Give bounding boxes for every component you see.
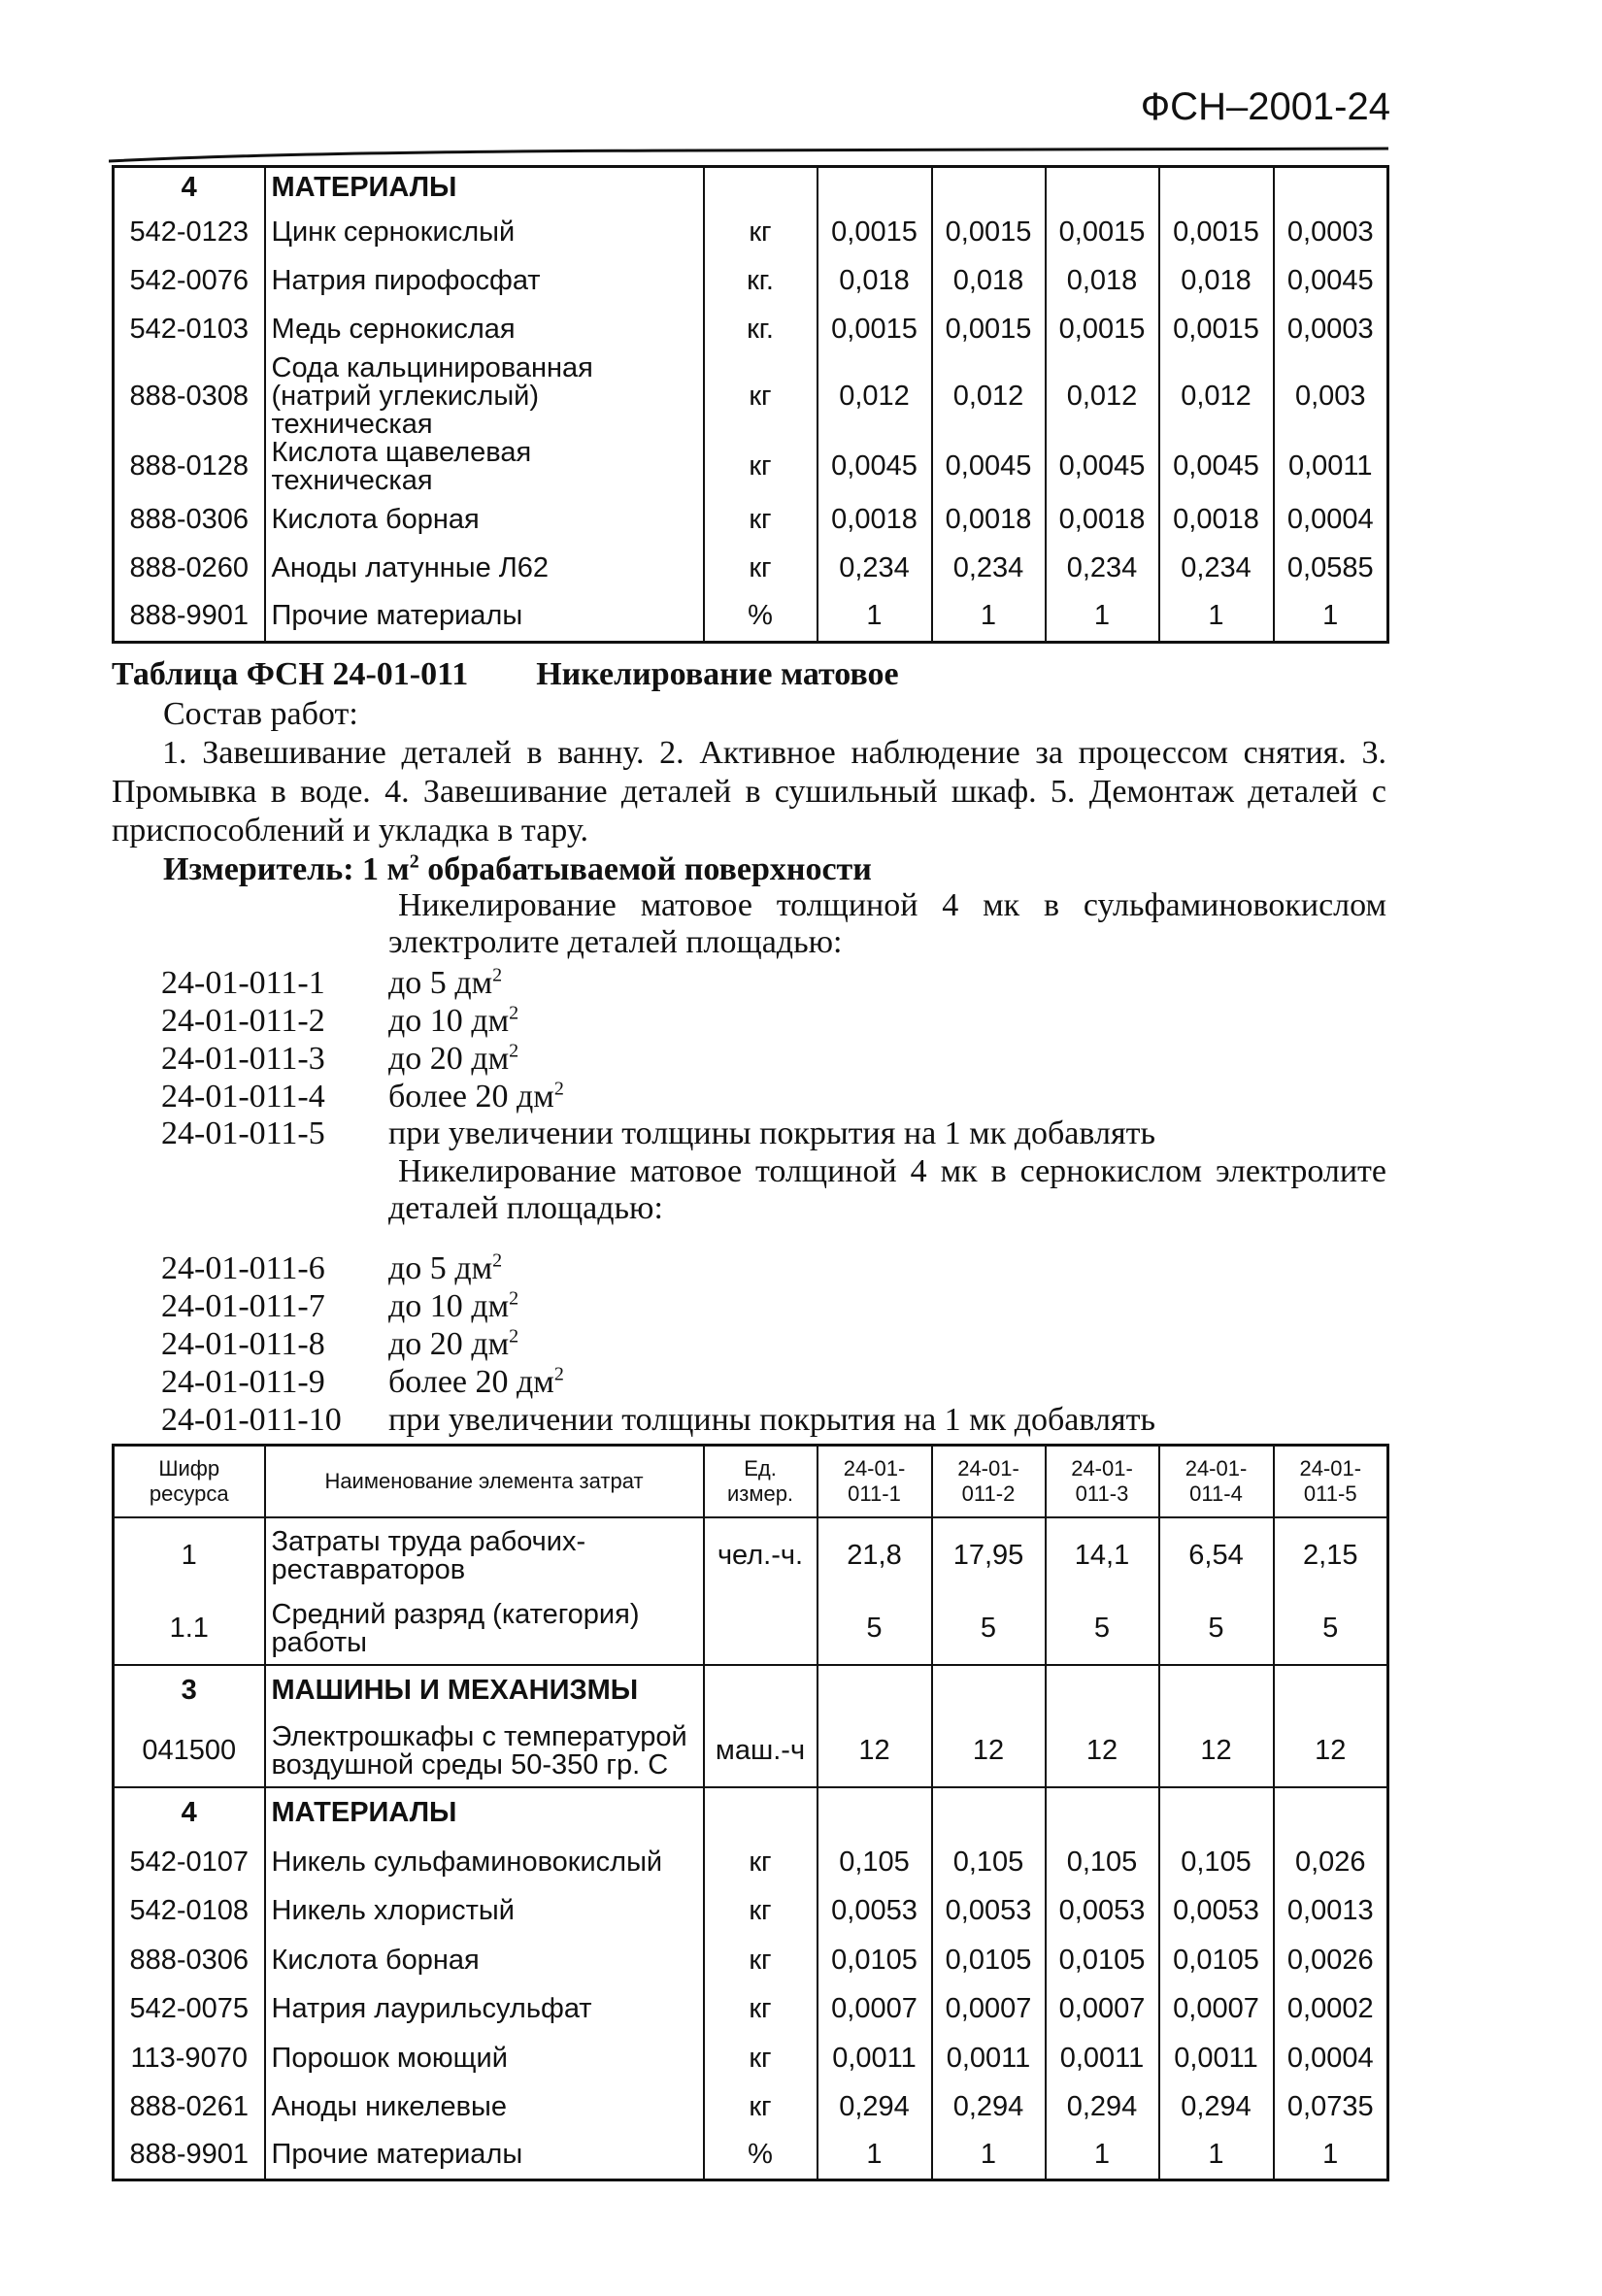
value-cell: 0,012	[818, 354, 932, 439]
value-cell: 0,294	[818, 2082, 932, 2132]
materials-table-top	[112, 165, 1389, 644]
value-cell: 0,0007	[818, 1984, 932, 2034]
table-row	[114, 257, 1388, 306]
unit-cell	[704, 1665, 818, 1715]
value-cell: 1	[1274, 592, 1388, 643]
resource-code: 113-9070	[114, 2034, 265, 2082]
resource-name: МАТЕРИАЛЫ	[265, 167, 704, 208]
unit-cell: чел.-ч.	[704, 1517, 818, 1593]
rate-code: 24-01-011-4	[161, 1079, 325, 1115]
rate-code: 24-01-011-3	[161, 1041, 325, 1077]
composition-text: 1. Завешивание деталей в ванну. 2. Активное наблюдение за процессом снятия. 3. Промывка в воде. 4. Завешивание деталей в сушильный шкаф. 5. Демонтаж деталей с приспособлений и укладка в тару.	[112, 735, 1386, 849]
value-cell	[1274, 167, 1388, 208]
header-rule	[109, 146, 1388, 163]
unit-cell: кг	[704, 1984, 818, 2034]
value-cell	[818, 167, 932, 208]
resource-name: Натрия пирофосфат	[265, 257, 704, 306]
value-cell: 1	[1046, 592, 1159, 643]
value-cell: 0,0018	[1046, 495, 1159, 545]
value-cell: 0,294	[932, 2082, 1046, 2132]
table-row	[114, 592, 1388, 643]
resource-code: 888-0306	[114, 1936, 265, 1984]
value-cell: 14,1	[1046, 1517, 1159, 1593]
unit-cell: кг	[704, 545, 818, 592]
value-cell: 0,0045	[1159, 439, 1274, 495]
value-cell: 0,018	[1159, 257, 1274, 306]
value-cell: 1	[1159, 592, 1274, 643]
resource-name: Кислота щавелевая техническая	[265, 439, 704, 495]
value-cell: 12	[1274, 1715, 1388, 1787]
value-cell: 6,54	[1159, 1517, 1274, 1593]
value-cell	[932, 1787, 1046, 1838]
value-cell: 0,012	[1159, 354, 1274, 439]
value-cell	[1159, 1665, 1274, 1715]
unit-cell	[704, 1593, 818, 1665]
table-row	[114, 1886, 1388, 1936]
rate-description: при увеличении толщины покрытия на 1 мк добавлять	[388, 1402, 1155, 1438]
resource-name: Затраты труда рабочих-реставраторов	[265, 1517, 704, 1593]
value-cell: 0,0007	[932, 1984, 1046, 2034]
table-heading	[112, 656, 899, 693]
resource-code: 888-9901	[114, 592, 265, 643]
rate-code: 24-01-011-1	[161, 965, 325, 1001]
value-cell: 17,95	[932, 1517, 1046, 1593]
value-cell: 5	[818, 1593, 932, 1665]
value-cell: 1	[932, 592, 1046, 643]
unit-cell: кг	[704, 495, 818, 545]
rate-code: 24-01-011-2	[161, 1003, 325, 1039]
value-cell: 12	[932, 1715, 1046, 1787]
value-cell: 0,105	[818, 1838, 932, 1886]
unit-cell: кг.	[704, 257, 818, 306]
resource-code: 888-9901	[114, 2132, 265, 2180]
rate-description: до 5 $дм^2$	[388, 1249, 503, 1286]
value-cell: 5	[1046, 1593, 1159, 1665]
unit-cell: кг	[704, 2034, 818, 2082]
rate-code: 24-01-011-10	[161, 1402, 342, 1438]
table-row	[114, 208, 1388, 257]
table-row	[114, 1838, 1388, 1886]
unit-cell	[704, 1787, 818, 1838]
table-row	[114, 439, 1388, 495]
resource-name: Аноды латунные Л62	[265, 545, 704, 592]
value-cell: 0,018	[932, 257, 1046, 306]
rate-description: более 20 $дм^2$	[388, 1078, 564, 1115]
value-cell: 0,0002	[1274, 1984, 1388, 2034]
value-cell: 0,0105	[1159, 1936, 1274, 1984]
resource-code: 4	[114, 167, 265, 208]
resource-code: 041500	[114, 1715, 265, 1787]
table-row	[114, 1715, 1388, 1787]
header-col-4: 24-01-011-4	[1159, 1446, 1274, 1518]
resource-name: Никель хлористый	[265, 1886, 704, 1936]
header-code: Шифр ресурса	[114, 1446, 265, 1518]
header-col-2: 24-01-011-2	[932, 1446, 1046, 1518]
resource-code: 542-0103	[114, 306, 265, 354]
value-cell: 2,15	[1274, 1517, 1388, 1593]
table-row	[114, 2034, 1388, 2082]
value-cell: 0,0105	[818, 1936, 932, 1984]
resource-code: 888-0260	[114, 545, 265, 592]
value-cell: 0,0018	[818, 495, 932, 545]
value-cell: 0,0045	[1046, 439, 1159, 495]
value-cell: 0,0015	[1046, 306, 1159, 354]
table-row	[114, 1593, 1388, 1665]
unit-cell	[704, 167, 818, 208]
header-name: Наименование элемента затрат	[265, 1446, 704, 1518]
resource-name: Натрия лаурильсульфат	[265, 1984, 704, 2034]
value-cell: 0,0011	[1159, 2034, 1274, 2082]
rate-code: 24-01-011-5	[161, 1115, 325, 1151]
value-cell: 0,294	[1046, 2082, 1159, 2132]
value-cell: 0,0011	[932, 2034, 1046, 2082]
value-cell: 0,012	[932, 354, 1046, 439]
value-cell: 0,0045	[818, 439, 932, 495]
value-cell	[818, 1665, 932, 1715]
unit-cell: кг	[704, 1936, 818, 1984]
value-cell: 0,0018	[932, 495, 1046, 545]
value-cell	[818, 1787, 932, 1838]
value-cell: 0,0053	[932, 1886, 1046, 1936]
resource-code: 542-0123	[114, 208, 265, 257]
rate-code: 24-01-011-9	[161, 1364, 325, 1400]
section-row	[114, 1665, 1388, 1715]
value-cell: 0,0105	[1046, 1936, 1159, 1984]
table-row	[114, 2082, 1388, 2132]
resource-code: 888-0128	[114, 439, 265, 495]
value-cell	[1274, 1787, 1388, 1838]
resource-name: Порошок моющий	[265, 2034, 704, 2082]
resource-name: МАШИНЫ И МЕХАНИЗМЫ	[265, 1665, 704, 1715]
rate-description: до 20 $дм^2$	[388, 1040, 519, 1077]
resource-code: 4	[114, 1787, 265, 1838]
table-row	[114, 1936, 1388, 1984]
unit-cell: кг	[704, 2082, 818, 2132]
value-cell: 0,0003	[1274, 306, 1388, 354]
value-cell: 0,234	[1159, 545, 1274, 592]
value-cell: 0,0011	[1046, 2034, 1159, 2082]
table-header-row	[114, 1446, 1388, 1518]
resource-name: МАТЕРИАЛЫ	[265, 1787, 704, 1838]
value-cell	[932, 1665, 1046, 1715]
resource-code: 542-0076	[114, 257, 265, 306]
resource-name: Электрошкафы с температурой воздушной среды 50-350 гр. С	[265, 1715, 704, 1787]
unit-cell: кг	[704, 439, 818, 495]
value-cell: 0,0053	[1046, 1886, 1159, 1936]
resources-table	[112, 1444, 1389, 2181]
header-unit: Ед. измер.	[704, 1446, 818, 1518]
value-cell: 0,0011	[1274, 439, 1388, 495]
value-cell: 0,0735	[1274, 2082, 1388, 2132]
value-cell	[1274, 1665, 1388, 1715]
section-row	[114, 167, 1388, 208]
table-row	[114, 495, 1388, 545]
value-cell: 0,234	[1046, 545, 1159, 592]
value-cell: 0,234	[818, 545, 932, 592]
table-row	[114, 306, 1388, 354]
table-row	[114, 1984, 1388, 2034]
rate-description: более 20 $дм^2$	[388, 1363, 564, 1400]
value-cell: 5	[1274, 1593, 1388, 1665]
value-cell: 0,0026	[1274, 1936, 1388, 1984]
value-cell: 0,0003	[1274, 208, 1388, 257]
resource-code: 542-0107	[114, 1838, 265, 1886]
table-row	[114, 1517, 1388, 1593]
value-cell: 0,0011	[818, 2034, 932, 2082]
table-label: Таблица ФСН 24-01-011	[112, 656, 469, 692]
value-cell: 0,105	[1159, 1838, 1274, 1886]
value-cell: 12	[1046, 1715, 1159, 1787]
value-cell: 0,0015	[1159, 208, 1274, 257]
value-cell: 0,0015	[818, 306, 932, 354]
value-cell: 0,0004	[1274, 495, 1388, 545]
resource-name: Кислота борная	[265, 495, 704, 545]
value-cell: 0,0015	[1159, 306, 1274, 354]
value-cell: 0,0045	[1274, 257, 1388, 306]
section-row	[114, 1787, 1388, 1838]
resource-code: 888-0261	[114, 2082, 265, 2132]
composition-title: Состав работ:	[163, 696, 358, 732]
unit-cell: %	[704, 2132, 818, 2180]
value-cell: 5	[932, 1593, 1046, 1665]
value-cell: 0,0015	[818, 208, 932, 257]
value-cell: 1	[932, 2132, 1046, 2180]
unit-cell: маш.-ч	[704, 1715, 818, 1787]
value-cell	[1046, 1665, 1159, 1715]
value-cell	[1046, 167, 1159, 208]
table-row	[114, 545, 1388, 592]
table-row	[114, 354, 1388, 439]
resource-name: Аноды никелевые	[265, 2082, 704, 2132]
rate-description: до 5 $дм^2$	[388, 964, 503, 1001]
resource-code: 888-0308	[114, 354, 265, 439]
unit-cell: %	[704, 592, 818, 643]
value-cell: 21,8	[818, 1517, 932, 1593]
value-cell: 1	[1274, 2132, 1388, 2180]
value-cell: 0,0045	[932, 439, 1046, 495]
value-cell: 0,105	[1046, 1838, 1159, 1886]
value-cell: 0,003	[1274, 354, 1388, 439]
resource-code: 3	[114, 1665, 265, 1715]
resource-code: 542-0075	[114, 1984, 265, 2034]
table-name: Никелирование матовое	[536, 656, 899, 692]
rate-description: до 10 $дм^2$	[388, 1287, 519, 1324]
value-cell: 0,0015	[932, 208, 1046, 257]
rate-code: 24-01-011-8	[161, 1326, 325, 1362]
document-code: ФСН–2001-24	[1140, 85, 1390, 128]
unit-cell: кг	[704, 354, 818, 439]
value-cell	[932, 167, 1046, 208]
unit-cell: кг.	[704, 306, 818, 354]
value-cell	[1046, 1787, 1159, 1838]
resource-name: Медь сернокислая	[265, 306, 704, 354]
value-cell: 5	[1159, 1593, 1274, 1665]
value-cell: 0,012	[1046, 354, 1159, 439]
resource-code: 1.1	[114, 1593, 265, 1665]
value-cell: 0,0015	[1046, 208, 1159, 257]
resource-name: Кислота борная	[265, 1936, 704, 1984]
group1-title: Никелирование матовое толщиной 4 мк в сульфаминовокислом электролите деталей площадью:	[388, 887, 1386, 960]
value-cell: 0,0585	[1274, 545, 1388, 592]
resource-name: Цинк сернокислый	[265, 208, 704, 257]
value-cell: 0,0053	[818, 1886, 932, 1936]
resource-name: Прочие материалы	[265, 2132, 704, 2180]
table-row	[114, 2132, 1388, 2180]
value-cell: 0,0013	[1274, 1886, 1388, 1936]
rate-description: до 20 $дм^2$	[388, 1325, 519, 1362]
unit-cell: кг	[704, 1838, 818, 1886]
value-cell: 0,0007	[1159, 1984, 1274, 2034]
unit-cell: кг	[704, 1886, 818, 1936]
value-cell: 12	[818, 1715, 932, 1787]
value-cell: 0,0004	[1274, 2034, 1388, 2082]
rate-description: при увеличении толщины покрытия на 1 мк добавлять	[388, 1115, 1155, 1151]
value-cell: 0,0007	[1046, 1984, 1159, 2034]
value-cell: 0,105	[932, 1838, 1046, 1886]
header-col-5: 24-01-011-5	[1274, 1446, 1388, 1518]
value-cell: 1	[818, 2132, 932, 2180]
resource-name: Средний разряд (категория) работы	[265, 1593, 704, 1665]
group2-title: Никелирование матовое толщиной 4 мк в сернокислом электролите деталей площадью:	[388, 1153, 1386, 1226]
header-col-1: 24-01-011-1	[818, 1446, 932, 1518]
value-cell	[1159, 1787, 1274, 1838]
resource-name: Прочие материалы	[265, 592, 704, 643]
value-cell: 0,0053	[1159, 1886, 1274, 1936]
value-cell: 12	[1159, 1715, 1274, 1787]
measure-line: Измеритель: 1 $м^2$ обрабатываемой поверхности	[163, 850, 872, 887]
value-cell: 1	[1046, 2132, 1159, 2180]
rate-code: 24-01-011-7	[161, 1288, 325, 1324]
value-cell: 1	[818, 592, 932, 643]
rate-code: 24-01-011-6	[161, 1250, 325, 1286]
value-cell: 0,0018	[1159, 495, 1274, 545]
header-col-3: 24-01-011-3	[1046, 1446, 1159, 1518]
value-cell: 0,234	[932, 545, 1046, 592]
value-cell: 0,294	[1159, 2082, 1274, 2132]
resource-code: 542-0108	[114, 1886, 265, 1936]
value-cell	[1159, 167, 1274, 208]
resource-code: 1	[114, 1517, 265, 1593]
value-cell: 0,0105	[932, 1936, 1046, 1984]
rate-description: до 10 $дм^2$	[388, 1002, 519, 1039]
value-cell: 0,026	[1274, 1838, 1388, 1886]
unit-cell: кг	[704, 208, 818, 257]
value-cell: 0,0015	[932, 306, 1046, 354]
resource-name: Сода кальцинированная (натрий углекислый) техническая	[265, 354, 704, 439]
value-cell: 1	[1159, 2132, 1274, 2180]
resource-code: 888-0306	[114, 495, 265, 545]
value-cell: 0,018	[818, 257, 932, 306]
value-cell: 0,018	[1046, 257, 1159, 306]
resource-name: Никель сульфаминовокислый	[265, 1838, 704, 1886]
